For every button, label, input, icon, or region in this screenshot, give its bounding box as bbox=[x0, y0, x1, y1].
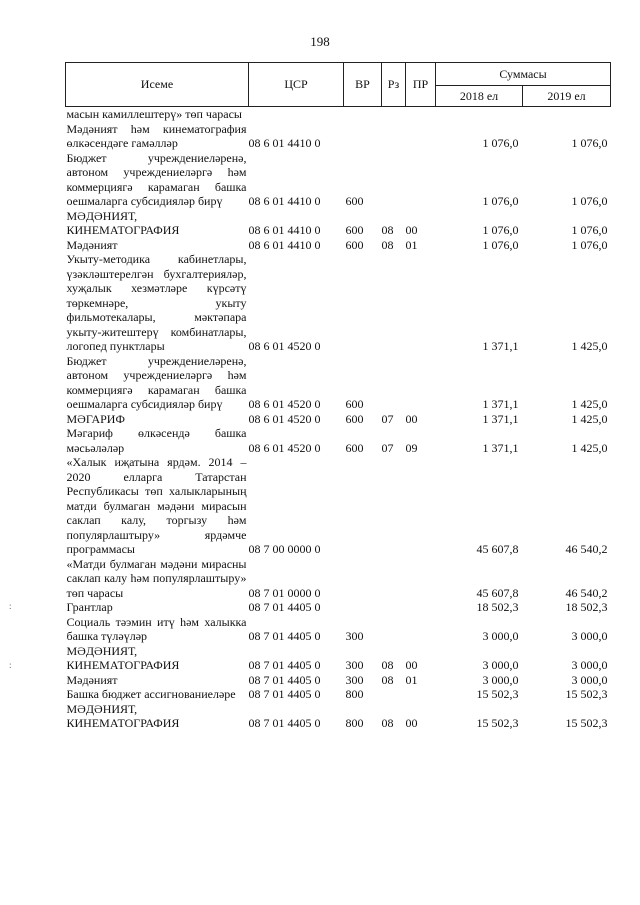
cell-pr bbox=[406, 687, 436, 702]
cell-pr: 00 bbox=[405, 411, 418, 426]
cell-name: Мәдәният bbox=[66, 237, 118, 252]
cell-name: «Матди булмаган мәдәни мирасны саклап калу һәм популярлаштыру» төп чарасы bbox=[66, 556, 247, 600]
cell-csr: 08 6 01 4520 0 bbox=[248, 339, 321, 353]
cell-vr bbox=[344, 107, 382, 122]
table-row bbox=[66, 209, 611, 238]
cell-csr: 08 6 01 4520 0 bbox=[248, 440, 321, 455]
cell-pr: 09 bbox=[405, 440, 418, 455]
cell-y2: 3 000,0 bbox=[571, 658, 608, 672]
header-rz: Рз bbox=[382, 63, 406, 107]
cell-name: Мәдәният bbox=[66, 672, 118, 687]
cell-y2: 1 076,0 bbox=[571, 194, 608, 208]
cell-y1: 1 371,1 bbox=[482, 411, 519, 426]
cell-y1: 3 000,0 bbox=[482, 672, 519, 687]
cell-y1: 1 371,1 bbox=[482, 339, 519, 353]
table-row bbox=[66, 455, 611, 557]
cell-csr: 08 7 00 0000 0 bbox=[248, 542, 321, 556]
cell-csr: 08 7 01 4405 0 bbox=[248, 672, 321, 687]
cell-y2: 1 425,0 bbox=[571, 411, 608, 426]
cell-rz: 07 bbox=[381, 411, 394, 426]
header-2019: 2019 ел bbox=[523, 86, 611, 107]
cell-vr bbox=[344, 252, 382, 354]
cell-rz bbox=[382, 600, 406, 615]
cell-rz bbox=[382, 615, 406, 644]
cell-csr: 08 7 01 4405 0 bbox=[248, 658, 321, 672]
cell-y1: 1 076,0 bbox=[482, 223, 519, 237]
cell-rz: 08 bbox=[381, 672, 394, 687]
cell-name: Башка бюджет ассигнованиеләре bbox=[66, 687, 236, 701]
cell-pr bbox=[406, 354, 436, 412]
cell-y2: 1 425,0 bbox=[571, 397, 608, 411]
cell-csr bbox=[249, 107, 344, 122]
cell-pr: 01 bbox=[405, 237, 418, 252]
cell-y1: 1 371,1 bbox=[482, 440, 519, 455]
cell-pr bbox=[406, 600, 436, 615]
cell-name: Грантлар bbox=[66, 600, 113, 614]
cell-vr: 600 bbox=[345, 223, 364, 237]
cell-csr: 08 7 01 4405 0 bbox=[248, 687, 321, 701]
cell-y2 bbox=[523, 107, 611, 122]
cell-rz bbox=[382, 557, 406, 601]
cell-vr bbox=[344, 600, 382, 615]
cell-csr: 08 7 01 0000 0 bbox=[248, 585, 321, 600]
cell-y1: 1 371,1 bbox=[482, 397, 519, 411]
margin-mark: : bbox=[9, 601, 12, 611]
cell-y1: 45 607,8 bbox=[476, 585, 519, 600]
header-vr: ВР bbox=[344, 63, 382, 107]
cell-csr: 08 6 01 4520 0 bbox=[248, 397, 321, 411]
cell-name: Укыту-методика кабинетлары, үзәкләштерелгән бухгалтерияләр, хуҗалык хезмәтләре күрсәтү төркемнәре, укыту фильмотекалары, мәктәпара укыту-житештерү комбинатлары, логопед пунктлары bbox=[66, 252, 247, 353]
cell-y1: 15 502,3 bbox=[476, 716, 519, 730]
cell-csr: 08 7 01 4405 0 bbox=[248, 716, 321, 730]
cell-name: МӘДӘНИЯТ, КИНЕМАТОГРАФИЯ bbox=[66, 701, 180, 730]
cell-vr: 300 bbox=[345, 658, 364, 672]
cell-vr: 600 bbox=[345, 440, 364, 455]
cell-y1: 18 502,3 bbox=[476, 600, 519, 614]
cell-y1 bbox=[436, 107, 523, 122]
cell-name: Бюджет учреждениеләренә, автоном учреждениеләргә һәм коммерциягә карамаган башка оешмаларга субсидияләр бирү bbox=[66, 150, 247, 208]
table-row bbox=[66, 673, 611, 688]
margin-mark: : bbox=[9, 660, 12, 670]
cell-vr bbox=[344, 557, 382, 601]
header-2018: 2018 ел bbox=[436, 86, 523, 107]
cell-y1: 15 502,3 bbox=[476, 687, 519, 701]
page-number: 198 bbox=[310, 34, 330, 49]
cell-csr: 08 6 01 4410 0 bbox=[248, 223, 321, 237]
cell-y1: 1 076,0 bbox=[482, 237, 519, 252]
cell-y1: 45 607,8 bbox=[476, 542, 519, 556]
cell-name: Социаль тәэмин итү һәм халыкка башка түләүләр bbox=[66, 614, 247, 643]
cell-vr bbox=[344, 455, 382, 557]
cell-rz: 07 bbox=[381, 440, 394, 455]
cell-y1: 1 076,0 bbox=[482, 136, 519, 150]
cell-y1: 1 076,0 bbox=[482, 194, 519, 208]
cell-pr bbox=[406, 252, 436, 354]
table-body bbox=[66, 107, 611, 731]
table-row bbox=[66, 122, 611, 151]
cell-csr: 08 6 01 4410 0 bbox=[248, 194, 321, 208]
cell-name: масын камиллештерү» төп чарасы bbox=[66, 107, 242, 121]
cell-rz bbox=[382, 687, 406, 702]
cell-rz bbox=[382, 354, 406, 412]
cell-pr: 00 bbox=[405, 658, 418, 672]
cell-y2: 1 076,0 bbox=[571, 223, 608, 237]
cell-csr: 08 7 01 4405 0 bbox=[248, 629, 321, 643]
cell-y2: 1 076,0 bbox=[571, 237, 608, 252]
cell-y2: 15 502,3 bbox=[565, 716, 608, 730]
cell-name: Бюджет учреждениеләренә, автоном учреждениеләргә һәм коммерциягә карамаган башка оешмаларга субсидияләр бирү bbox=[66, 353, 247, 411]
cell-rz: 08 bbox=[381, 716, 394, 730]
cell-vr: 300 bbox=[345, 629, 364, 643]
table-row bbox=[66, 238, 611, 253]
cell-pr: 01 bbox=[405, 672, 418, 687]
cell-pr bbox=[406, 107, 436, 122]
cell-vr: 600 bbox=[345, 237, 364, 252]
cell-vr: 600 bbox=[345, 397, 364, 411]
cell-vr: 300 bbox=[345, 672, 364, 687]
cell-y1: 3 000,0 bbox=[482, 658, 519, 672]
cell-pr bbox=[406, 151, 436, 209]
cell-rz: 08 bbox=[381, 237, 394, 252]
table-row bbox=[66, 702, 611, 731]
cell-vr: 600 bbox=[345, 411, 364, 426]
cell-rz bbox=[382, 252, 406, 354]
cell-name: Мәгариф өлкәсендә башка мәсьәләләр bbox=[66, 426, 247, 455]
cell-rz: 08 bbox=[381, 223, 394, 237]
header-csr: ЦСР bbox=[249, 63, 344, 107]
budget-table bbox=[65, 62, 611, 731]
table-row bbox=[66, 687, 611, 702]
cell-pr: 00 bbox=[405, 223, 418, 237]
cell-y2: 15 502,3 bbox=[565, 687, 608, 701]
cell-vr bbox=[344, 122, 382, 151]
header-pr: ПР bbox=[406, 63, 436, 107]
cell-pr bbox=[406, 122, 436, 151]
cell-rz bbox=[382, 151, 406, 209]
cell-y2: 3 000,0 bbox=[571, 629, 608, 643]
cell-y2: 18 502,3 bbox=[565, 600, 608, 614]
table-row bbox=[66, 151, 611, 209]
cell-csr: 08 7 01 4405 0 bbox=[248, 600, 321, 614]
table-row bbox=[66, 644, 611, 673]
cell-y1: 3 000,0 bbox=[482, 629, 519, 643]
cell-name: «Халык иҗатына ярдәм. 2014 – 2020 елларга Татарстан Республикасы төп халыкларының матди булмаган мәдәни мирасын саклап калу, торгызу һәм популярлаштыру» ярдәмче программасы bbox=[66, 455, 247, 556]
header-sums: Суммасы bbox=[436, 63, 611, 86]
table-row bbox=[66, 557, 611, 601]
cell-vr: 600 bbox=[345, 194, 364, 208]
cell-y2: 46 540,2 bbox=[565, 585, 608, 600]
cell-csr: 08 6 01 4410 0 bbox=[248, 237, 321, 252]
cell-y2: 1 076,0 bbox=[571, 136, 608, 150]
cell-rz: 08 bbox=[381, 658, 394, 672]
cell-rz bbox=[382, 107, 406, 122]
table-row bbox=[66, 412, 611, 427]
table-row bbox=[66, 600, 611, 615]
cell-y2: 3 000,0 bbox=[571, 672, 608, 687]
cell-pr: 00 bbox=[405, 716, 418, 730]
table-row bbox=[66, 107, 611, 122]
table-row bbox=[66, 426, 611, 455]
cell-y2: 1 425,0 bbox=[571, 339, 608, 353]
cell-y2: 1 425,0 bbox=[571, 440, 608, 455]
cell-csr: 08 6 01 4410 0 bbox=[248, 136, 321, 150]
cell-name: МӘДӘНИЯТ, КИНЕМАТОГРАФИЯ bbox=[66, 208, 180, 237]
cell-pr bbox=[406, 455, 436, 557]
cell-vr: 800 bbox=[345, 716, 364, 730]
cell-name: Мәдәният һәм кинематография өлкәсендәге гамәлләр bbox=[66, 121, 247, 150]
table-row bbox=[66, 615, 611, 644]
cell-name: МӘГАРИФ bbox=[66, 411, 125, 426]
cell-y2: 46 540,2 bbox=[565, 542, 608, 556]
cell-vr: 800 bbox=[345, 687, 364, 701]
cell-pr bbox=[406, 615, 436, 644]
cell-csr: 08 6 01 4520 0 bbox=[248, 411, 321, 426]
cell-name: МӘДӘНИЯТ, КИНЕМАТОГРАФИЯ bbox=[66, 643, 180, 672]
cell-rz bbox=[382, 455, 406, 557]
table-row bbox=[66, 354, 611, 412]
cell-rz bbox=[382, 122, 406, 151]
header-name: Исеме bbox=[66, 63, 249, 107]
cell-pr bbox=[406, 557, 436, 601]
table-row bbox=[66, 252, 611, 354]
